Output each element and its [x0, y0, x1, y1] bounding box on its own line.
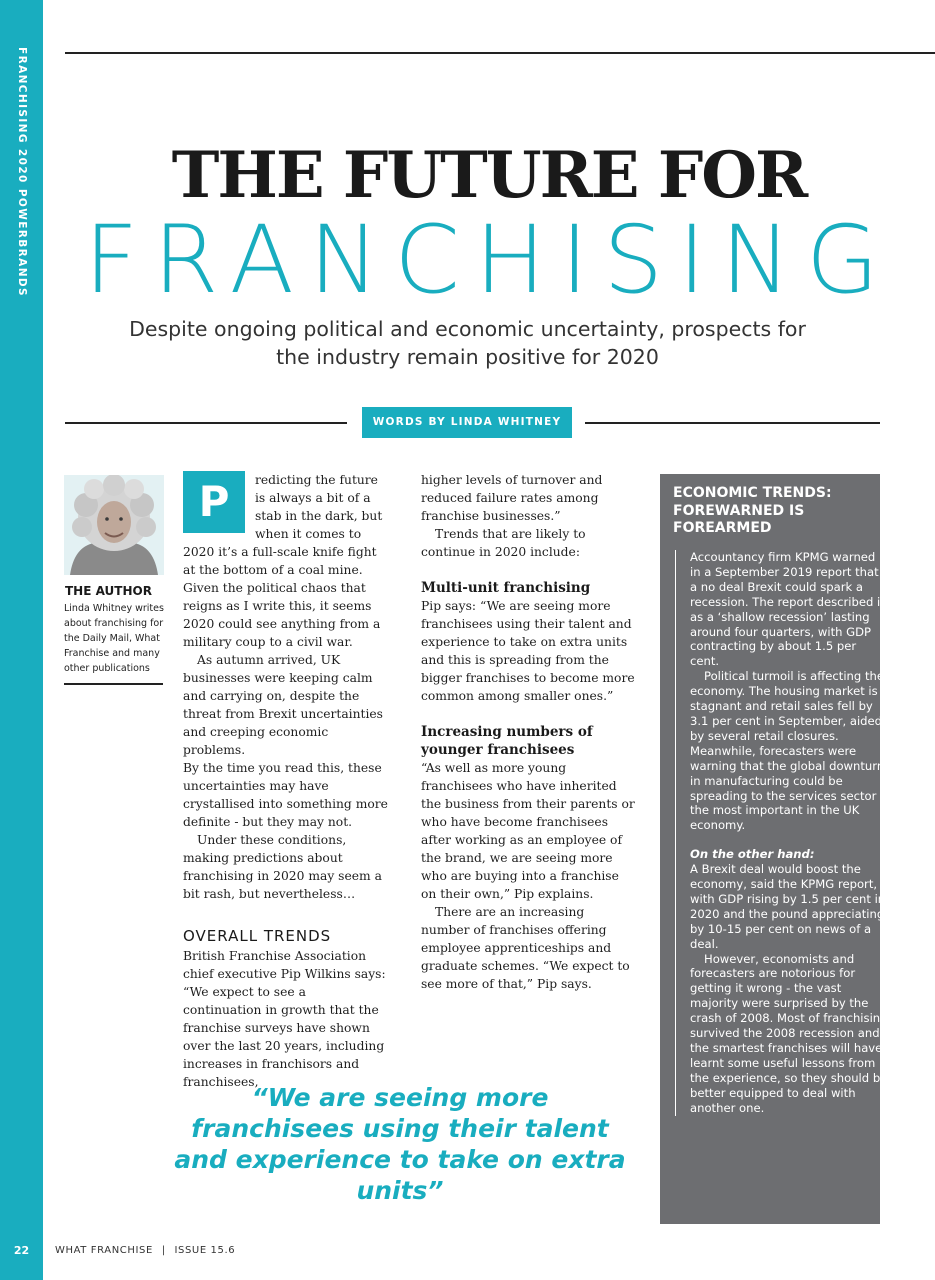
- author-photo: [64, 475, 164, 575]
- paragraph: There are an increasing number of franchises offering employee apprenticeships and graduate schemes. “We expect to see more of that,” Pip says.: [421, 905, 630, 991]
- section-label: FRANCHISING 2020 POWERBRANDS: [16, 47, 28, 297]
- footer: [55, 1245, 235, 1256]
- paragraph: British Franchise Association chief executive Pip Wilkins says: “We expect to see a continuation in growth that the franchise surveys have shown over the last 20 years, including increases in franchisors and franchisees,: [183, 949, 386, 1089]
- section-heading: OVERALL TRENDS: [183, 927, 332, 945]
- pull-quote: “We are seeing more franchisees using their talent and experience to take on extra units”: [174, 1083, 626, 1205]
- sidebar-paragraph: However, economists and forecasters are notorious for getting it wrong - the vast majority were surprised by the crash of 2008. Most of franchising survived the 2008 recession and the smartest franchises will have learnt some useful lessons from the experience, so they should be better equipped to deal with another one.: [690, 951, 888, 1115]
- paragraph: higher levels of turnover and reduced failure rates among franchise businesses.”: [421, 473, 603, 523]
- paragraph: Trends that are likely to continue in 2020 include:: [421, 527, 586, 559]
- page-number: 22: [13, 1244, 30, 1257]
- footer-publication: WHAT FRANCHISE: [55, 1245, 153, 1256]
- sidebar-title: ECONOMIC TRENDS: FOREWARNED IS FOREARMED: [673, 485, 832, 536]
- top-rule: [65, 52, 935, 54]
- sidebar-paragraph: Accountancy firm KPMG warned in a September 2019 report that a no deal Brexit could spark a recession. The report described it as a ‘shallow recession’ lasting around four quarters, with GDP contracting by about 1.5 per cent.: [690, 550, 885, 669]
- sidebar-paragraph: A Brexit deal would boost the economy, said the KPMG report, with GDP rising by 1.5 per cent in 2020 and the pound appreciating by 10-15 per cent on news of a deal.: [690, 862, 886, 951]
- byline: WORDS BY LINDA WHITNEY: [362, 407, 572, 438]
- paragraph: By the time you read this, these uncertainties may have crystallised into something more definite - but they may not.: [183, 761, 388, 829]
- sidebar-body: [675, 550, 888, 1116]
- paragraph: Under these conditions, making predictions about franchising in 2020 may seem a bit rash, but nevertheless…: [183, 833, 382, 901]
- footer-separator: |: [161, 1245, 166, 1256]
- footer-issue: ISSUE 15.6: [174, 1245, 236, 1256]
- headline-line-2: FRANCHISING: [84, 206, 894, 315]
- author-heading: THE AUTHOR: [65, 584, 152, 598]
- paragraph: As autumn arrived, UK businesses were keeping calm and carrying on, despite the threat from Brexit uncertainties and creeping economic problems.: [183, 653, 383, 757]
- subheading: Increasing numbers of younger franchisees: [421, 724, 593, 758]
- author-rule: [64, 683, 163, 685]
- standfirst: Despite ongoing political and economic uncertainty, prospects for the industry remain positive for 2020: [129, 317, 806, 369]
- article-column-2: [421, 471, 636, 993]
- paragraph: redicting the future is always a bit of a stab in the dark, but when it comes to 2020 it’s a full-scale knife fight at the bottom of a coal mine. Given the political chaos that reigns as I write this, it seems 2020 could see anything from a military coup to a civil war.: [183, 473, 383, 649]
- paragraph: Pip says: “We are seeing more franchisees using their talent and experience to take on extra units and this is spreading from the bigger franchises to become more common among smaller ones.”: [421, 599, 635, 703]
- sidebar-paragraph: Political turmoil is affecting the economy. The housing market is stagnant and retail sales fell by 3.1 per cent in September, aided by several retail closures. Meanwhile, forecasters were warning that the global downturn in manufacturing could be spreading to the services sector - the most important in the UK economy.: [690, 669, 885, 833]
- drop-cap: P: [183, 471, 245, 533]
- byline-rule-right: [585, 422, 880, 424]
- byline-rule-left: [65, 422, 347, 424]
- sidebar-box: [660, 474, 888, 1224]
- article-column-1: [183, 471, 388, 1091]
- author-bio: Linda Whitney writes about franchising for the Daily Mail, What Franchise and many other publications: [64, 603, 164, 674]
- paragraph: “As well as more young franchisees who have inherited the business from their parents or who have become franchisees after working as an employee of the brand, we are seeing more who are buying into a franchise on their own,” Pip explains.: [421, 761, 635, 901]
- subheading: Multi-unit franchising: [421, 580, 591, 596]
- sidebar-subheading: On the other hand:: [690, 847, 815, 862]
- headline-line-1: THE FUTURE FOR: [171, 138, 807, 213]
